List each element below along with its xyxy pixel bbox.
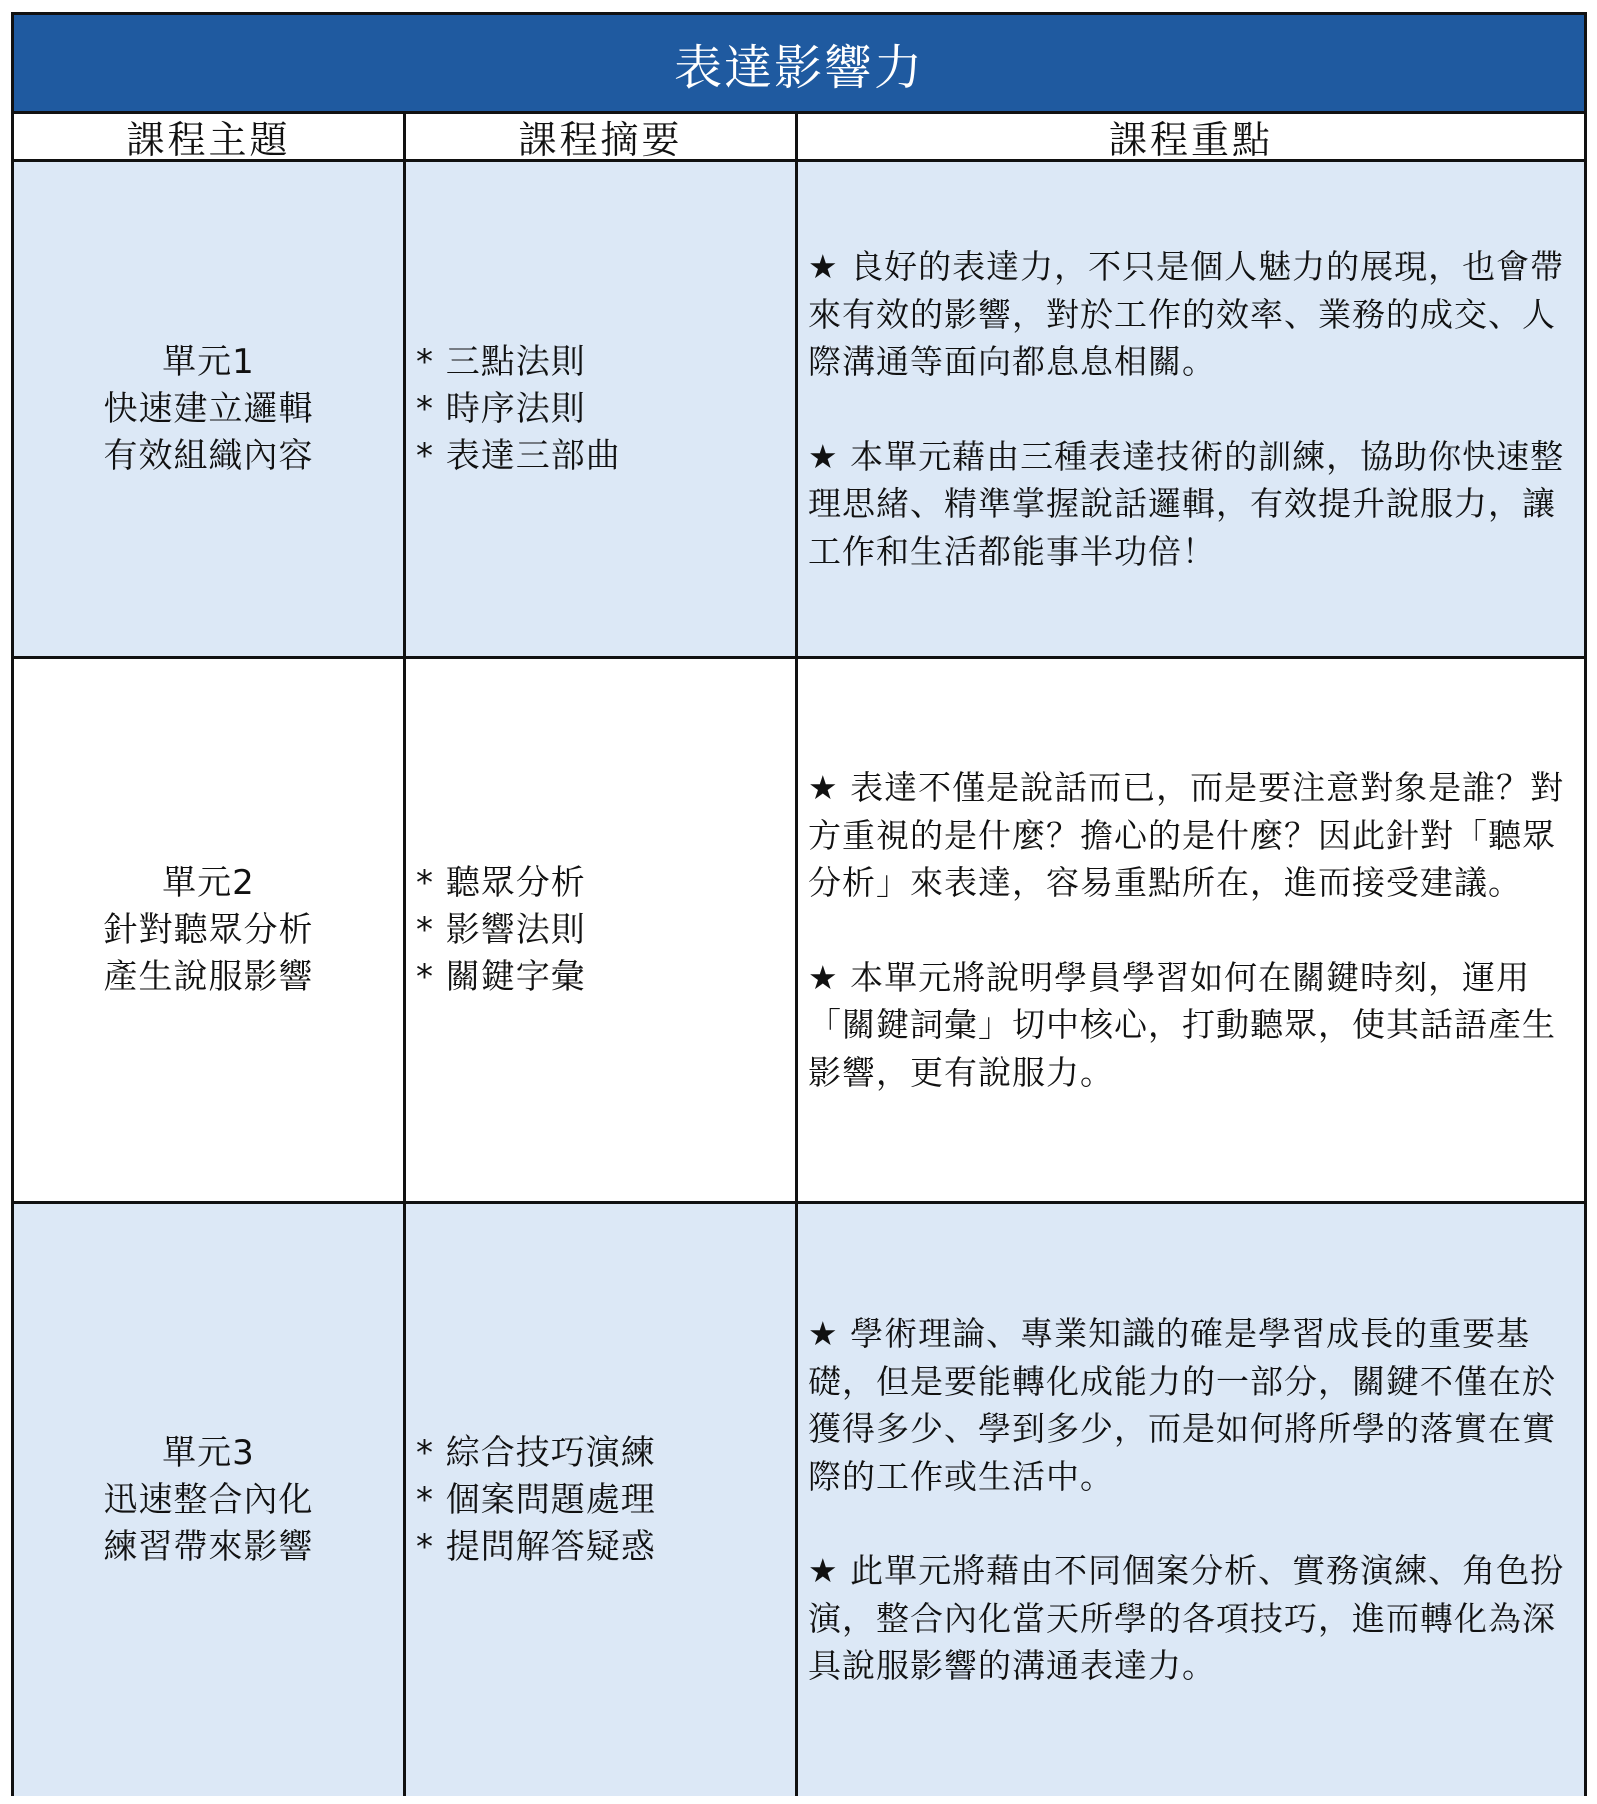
key-point: ★ 良好的表達力，不只是個人魅力的展現，也會帶來有效的影響，對於工作的效率、業務的成交、人際溝通等面向都息息相關。 [808, 247, 1565, 381]
summary-item: * 影響法則 [416, 909, 586, 950]
header-topic-cell [14, 114, 406, 162]
header-points: 課程重點 [1108, 118, 1273, 162]
key-point: ★ 此單元將藉由不同個案分析、實務演練、角色扮演，整合內化當天所學的各項技巧，進而轉化為深具說服影響的溝通表達力。 [808, 1551, 1565, 1686]
unit-label: 單元1 [162, 341, 255, 382]
unit-label: 單元2 [162, 862, 255, 903]
table-row [14, 162, 1584, 659]
table-row [14, 659, 1584, 1204]
topic-cell [14, 162, 406, 656]
summary-cell [406, 162, 798, 656]
points-cell [798, 1204, 1584, 1796]
header-summary: 課程摘要 [518, 118, 683, 162]
header-summary-cell [406, 114, 798, 162]
key-point: ★ 學術理論、專業知識的確是學習成長的重要基礎，但是要能轉化成能力的一部分，關鍵不僅在於獲得多少、學到多少，而是如何將所學的落實在實際的工作或生活中。 [808, 1314, 1556, 1496]
topic-line: 快速建立邏輯 [103, 388, 314, 429]
table-row [14, 1204, 1584, 1796]
points-cell [798, 162, 1584, 656]
key-point: ★ 本單元將說明學員學習如何在關鍵時刻，運用「關鍵詞彙」切中核心，打動聽眾，使其話語產生影響，更有說服力。 [808, 957, 1556, 1092]
points-cell [798, 659, 1584, 1201]
summary-item: * 時序法則 [416, 388, 586, 429]
topic-line: 產生說服影響 [103, 956, 314, 997]
header-row [14, 114, 1584, 162]
summary-cell [406, 659, 798, 1201]
summary-item: * 提問解答疑惑 [416, 1526, 656, 1567]
summary-item: * 綜合技巧演練 [416, 1432, 656, 1473]
key-point: ★ 表達不僅是說話而已，而是要注意對象是誰？對方重視的是什麼？擔心的是什麼？因此針對「聽眾分析」來表達，容易重點所在，進而接受建議。 [808, 768, 1565, 902]
header-points-cell [798, 114, 1584, 162]
topic-cell [14, 659, 406, 1201]
topic-line: 練習帶來影響 [103, 1526, 314, 1567]
topic-cell [14, 1204, 406, 1796]
summary-cell [406, 1204, 798, 1796]
summary-item: * 聽眾分析 [416, 862, 586, 903]
course-table [11, 12, 1587, 1796]
topic-line: 有效組織內容 [103, 435, 314, 476]
page-title: 表達影響力 [673, 39, 924, 96]
summary-item: * 個案問題處理 [416, 1479, 656, 1520]
summary-item: * 表達三部曲 [416, 435, 621, 476]
title-bar [14, 15, 1584, 114]
summary-item: * 三點法則 [416, 341, 586, 382]
key-point: ★ 本單元藉由三種表達技術的訓練，協助你快速整理思緒、精準掌握說話邏輯，有效提升說服力，讓工作和生活都能事半功倍！ [808, 436, 1565, 571]
header-topic: 課程主題 [126, 118, 291, 162]
summary-item: * 關鍵字彙 [416, 956, 586, 997]
topic-line: 迅速整合內化 [103, 1479, 314, 1520]
unit-label: 單元3 [162, 1432, 255, 1473]
topic-line: 針對聽眾分析 [103, 909, 314, 950]
